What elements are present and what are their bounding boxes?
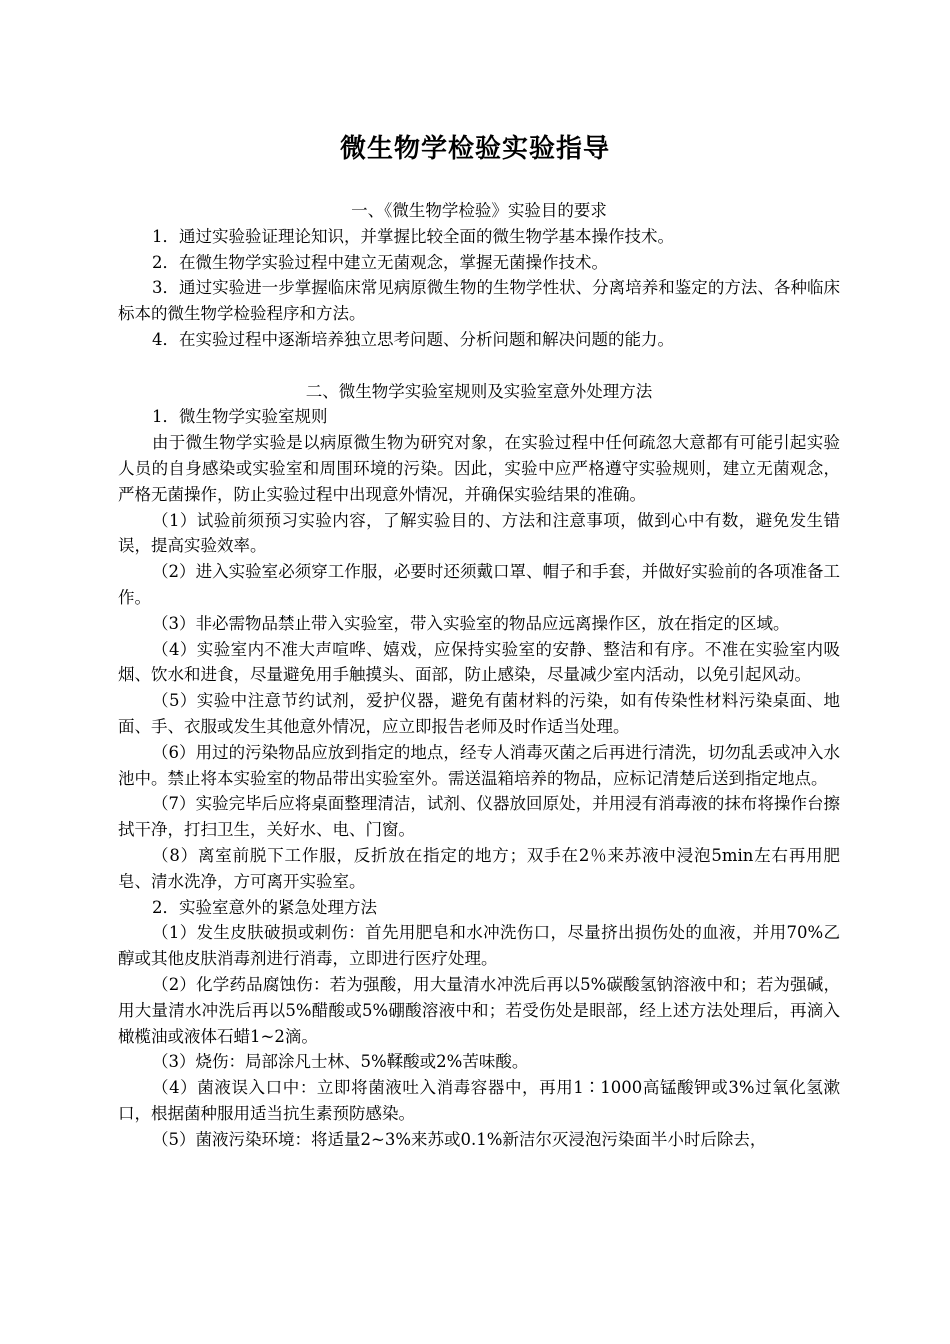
section-heading-lab-rules: 二、微生物学实验室规则及实验室意外处理方法 [305, 381, 653, 401]
objective-item: 2．在微生物学实验过程中建立无菌观念，掌握无菌操作技术。 [152, 252, 608, 272]
rules-intro-paragraph: 由于微生物学实验是以病原微生物为研究对象，在实验过程中任何疏忽大意都有可能引起实验人员的自身感染或实验室和周围环境的污染。因此，实验中应严格遵守实验规则，建立无菌观念，严格无菌操作，防止实验过程中出现意外情况，并确保实验结果的准确。 [118, 433, 840, 504]
paragraph-gap [118, 353, 840, 379]
emergency-item: （2）化学药品腐蚀伤：若为强酸，用大量清水冲洗后再以5%碳酸氢钠溶液中和；若为强碱，用大量清水冲洗后再以5%醋酸或5%硼酸溶液中和；若受伤处是眼部，经上述方法处理后，再滴入橄榄油或液体石蜡1~2滴。 [118, 974, 840, 1046]
document-body [118, 198, 840, 1152]
rule-item: （1）试验前须预习实验内容，了解实验目的、方法和注意事项，做到心中有数，避免发生错误，提高实验效率。 [118, 510, 840, 556]
emergency-item: （5）菌液污染环境：将适量2~3%来苏或0.1%新洁尔灭浸泡污染面半小时后除去， [152, 1129, 767, 1149]
rule-item: （5）实验中注意节约试剂，爱护仪器，避免有菌材料的污染，如有传染性材料污染桌面、地面、手、衣服或发生其他意外情况，应立即报告老师及时作适当处理。 [118, 691, 840, 736]
rule-item: （2）进入实验室必须穿工作服，必要时还须戴口罩、帽子和手套，并做好实验前的各项准备工作。 [118, 562, 840, 607]
rule-item: （3）非必需物品禁止带入实验室，带入实验室的物品应远离操作区，放在指定的区域。 [152, 613, 790, 633]
objective-item: 3．通过实验进一步掌握临床常见病原微生物的生物学性状、分离培养和鉴定的方法、各种临床标本的微生物学检验程序和方法。 [118, 278, 840, 324]
emergency-item: （4）菌液误入口中：立即将菌液吐入消毒容器中，再用1∶1000高锰酸钾或3%过氧化氢漱口，根据菌种服用适当抗生素预防感染。 [118, 1078, 840, 1123]
rule-item: （6）用过的污染物品应放到指定的地点，经专人消毒灭菌之后再进行清洗，切勿乱丢或冲入水池中。禁止将本实验室的物品带出实验室外。需送温箱培养的物品，应标记清楚后送到指定地点。 [118, 742, 840, 788]
subsection-title-emergency: 2．实验室意外的紧急处理方法 [152, 897, 377, 917]
rule-item: （7）实验完毕后应将桌面整理清洁，试剂、仪器放回原处，并用浸有消毒液的抹布将操作台擦拭干净，打扫卫生，关好水、电、门窗。 [118, 794, 840, 840]
rule-item: （4）实验室内不准大声喧哗、嬉戏，应保持实验室的安静、整洁和有序。不准在实验室内吸烟、饮水和进食，尽量避免用手触摸头、面部，防止感染，尽量减少室内活动，以免引起风动。 [118, 639, 840, 685]
section-heading-objectives: 一、《微生物学检验》实验目的要求 [351, 201, 607, 220]
emergency-item: （1）发生皮肤破损或刺伤：首先用肥皂和水冲洗伤口，尽量挤出损伤处的血液，并用70%乙醇或其他皮肤消毒剂进行消毒，立即进行医疗处理。 [118, 923, 840, 969]
objective-item: 4．在实验过程中逐渐培养独立思考问题、分析问题和解决问题的能力。 [152, 329, 674, 349]
document-title: 微生物学检验实验指导 [339, 134, 610, 164]
emergency-item: （3）烧伤：局部涂凡士林、5%鞣酸或2%苦味酸。 [152, 1052, 529, 1072]
subsection-title-rules: 1．微生物学实验室规则 [152, 407, 328, 427]
objective-item: 1．通过实验验证理论知识，并掌握比较全面的微生物学基本操作技术。 [152, 226, 674, 246]
rule-item: （8）离室前脱下工作服，反折放在指定的地方；双手在2％来苏液中浸泡5min左右再用肥皂、清水洗净，方可离开实验室。 [118, 845, 840, 891]
